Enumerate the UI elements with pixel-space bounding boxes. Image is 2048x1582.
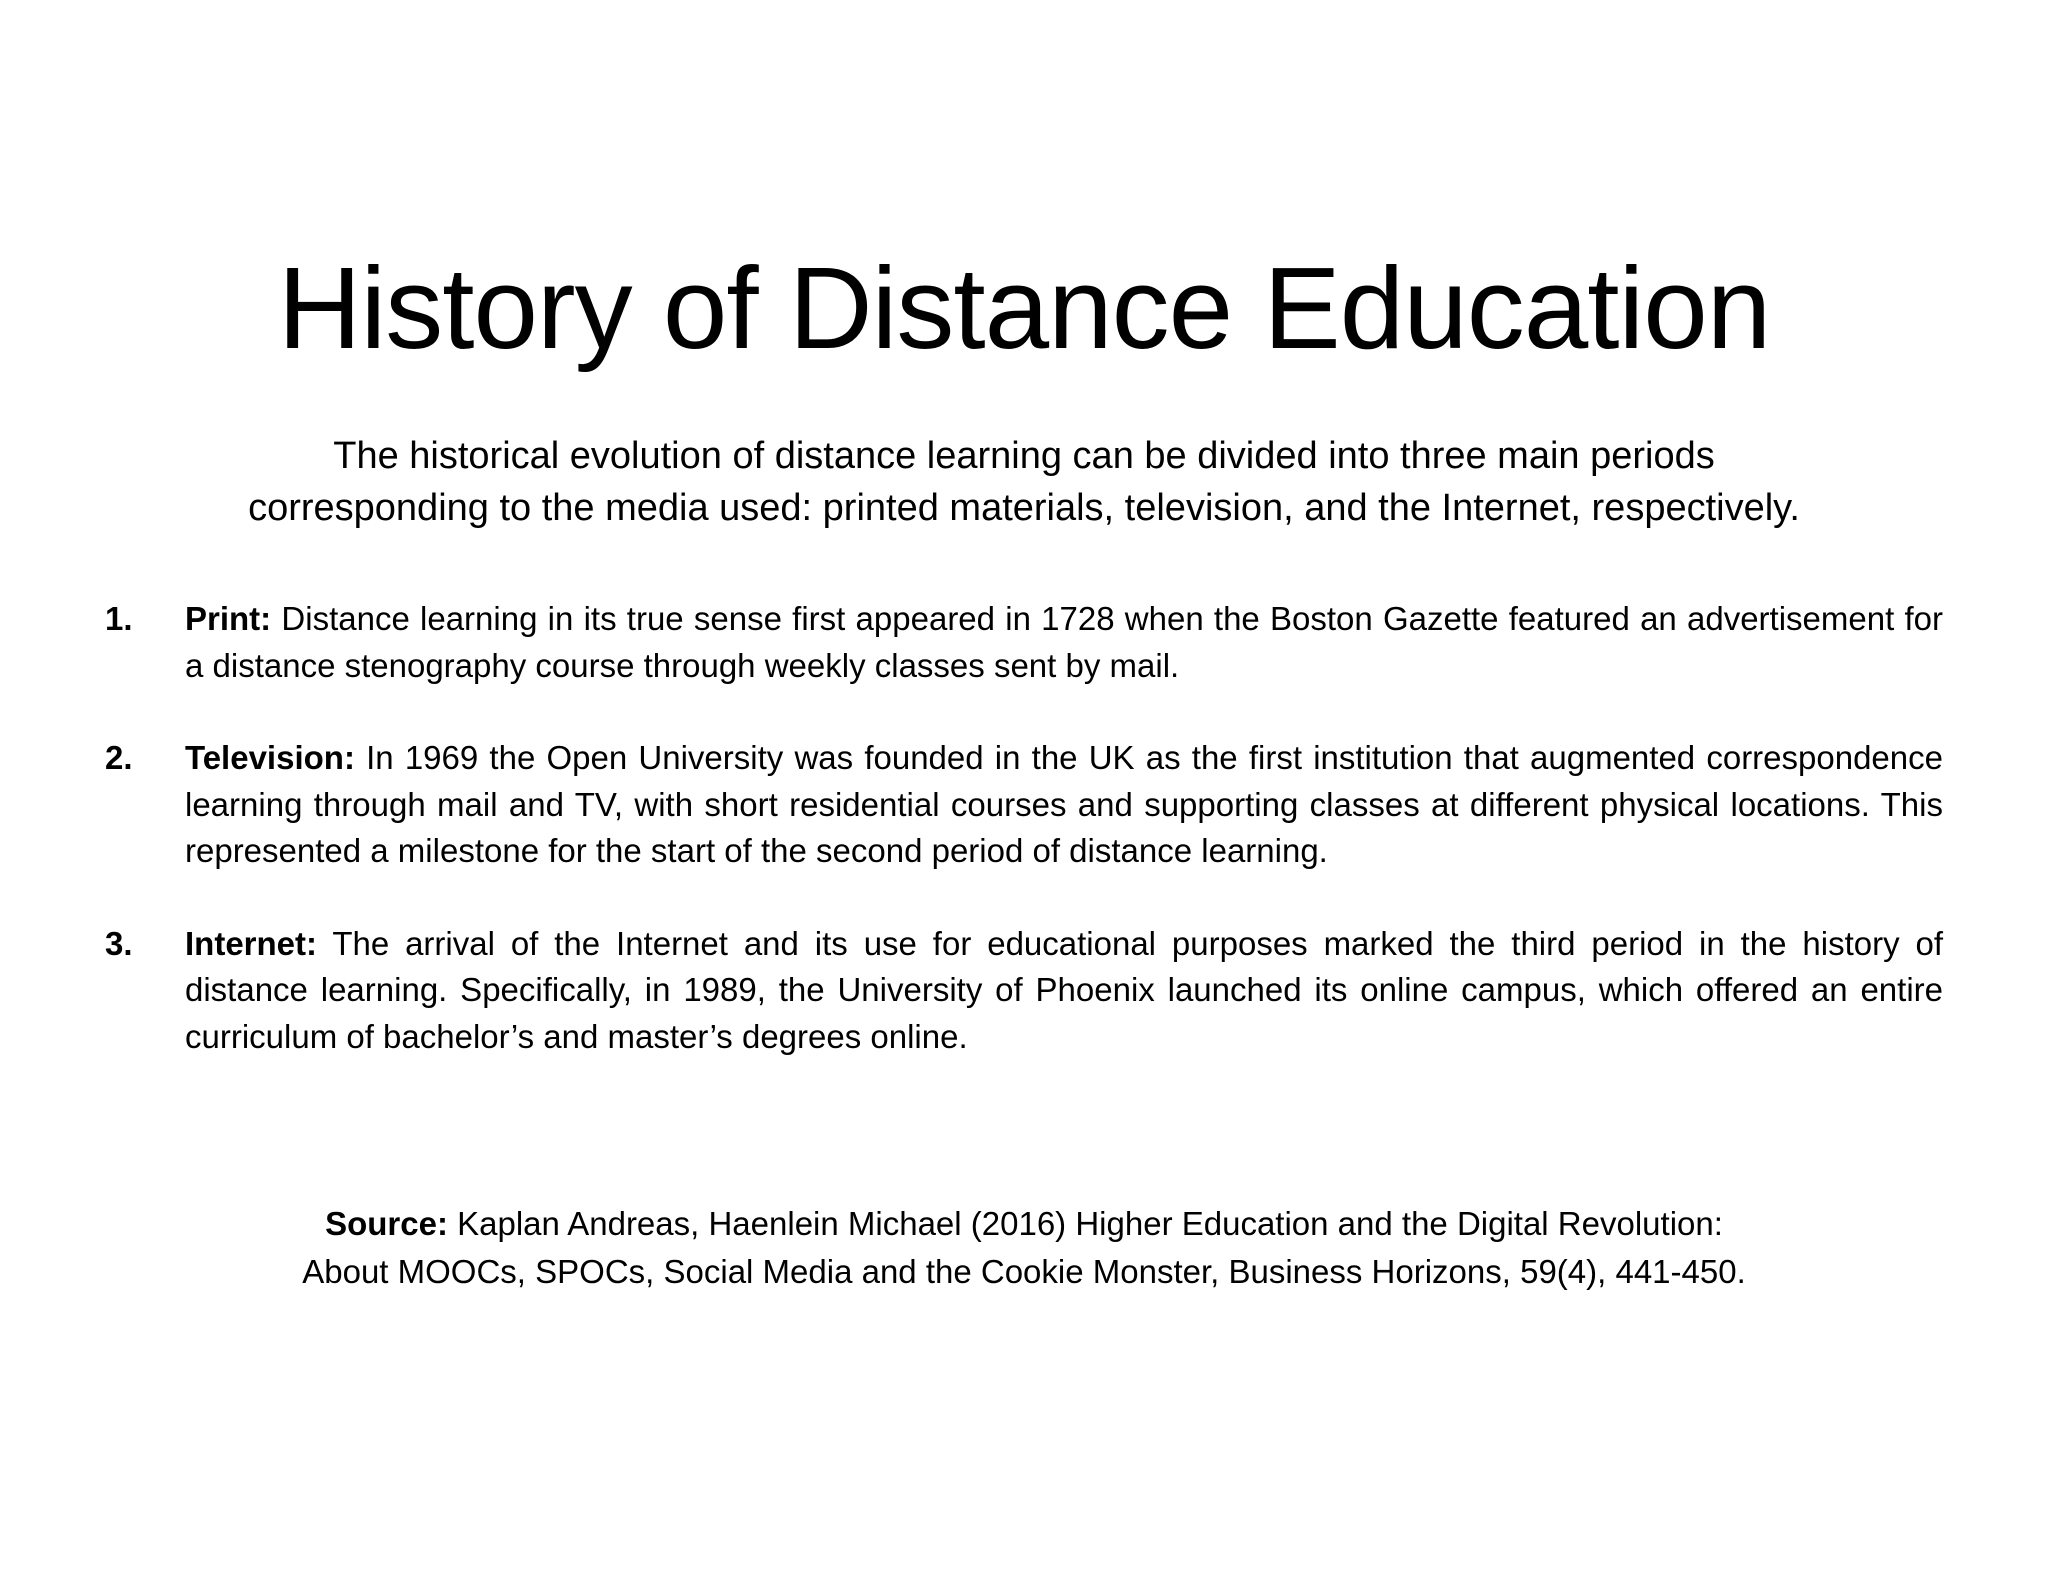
intro-paragraph <box>150 430 1898 534</box>
list-item-number: 1. <box>105 600 133 637</box>
source-label: Source: <box>325 1205 448 1242</box>
list-item-label: Internet: <box>185 924 317 962</box>
source-line-2: About MOOCs, SPOCs, Social Media and the Cookie Monster, Business Horizons, 59(4), 441-450. <box>302 1253 1746 1290</box>
intro-line-2: corresponding to the media used: printed materials, television, and the Internet, respectively. <box>248 487 1800 529</box>
list-item-internet <box>105 921 1943 1061</box>
source-citation <box>150 1200 1898 1296</box>
slide-title: History of Distance Education <box>277 243 1771 373</box>
list-item-number: 2. <box>105 739 133 776</box>
list-item-number: 3. <box>105 924 133 962</box>
source-text-1: Kaplan Andreas, Haenlein Michael (2016) Higher Education and the Digital Revolution: <box>457 1205 1723 1242</box>
periods-list <box>105 596 1943 1060</box>
list-item-television <box>105 735 1943 875</box>
list-item-print <box>105 596 1943 689</box>
list-item-label: Print: <box>185 600 272 637</box>
source-line-1 <box>150 1200 1898 1248</box>
intro-line-1: The historical evolution of distance learning can be divided into three main periods <box>333 435 1715 477</box>
list-item-text: Distance learning in its true sense first appeared in 1728 when the Boston Gazette featured an advertisement for a distance stenography course through weekly classes sent by mail. <box>185 600 1944 684</box>
list-item-text: In 1969 the Open University was founded in the UK as the first institution that augmented correspondence learning through mail and TV, with short residential courses and supporting classes at different physical locations. This represented a milestone for the start of the second period of distance learning. <box>185 739 1943 869</box>
list-item-label: Television: <box>185 739 355 776</box>
list-item-text: The arrival of the Internet and its use for educational purposes marked the third period in the history of distance learning. Specifically, in 1989, the University of Phoenix launched its online campus, which offered an entire curriculum of bachelor’s and master’s degrees online. <box>185 924 1943 1055</box>
